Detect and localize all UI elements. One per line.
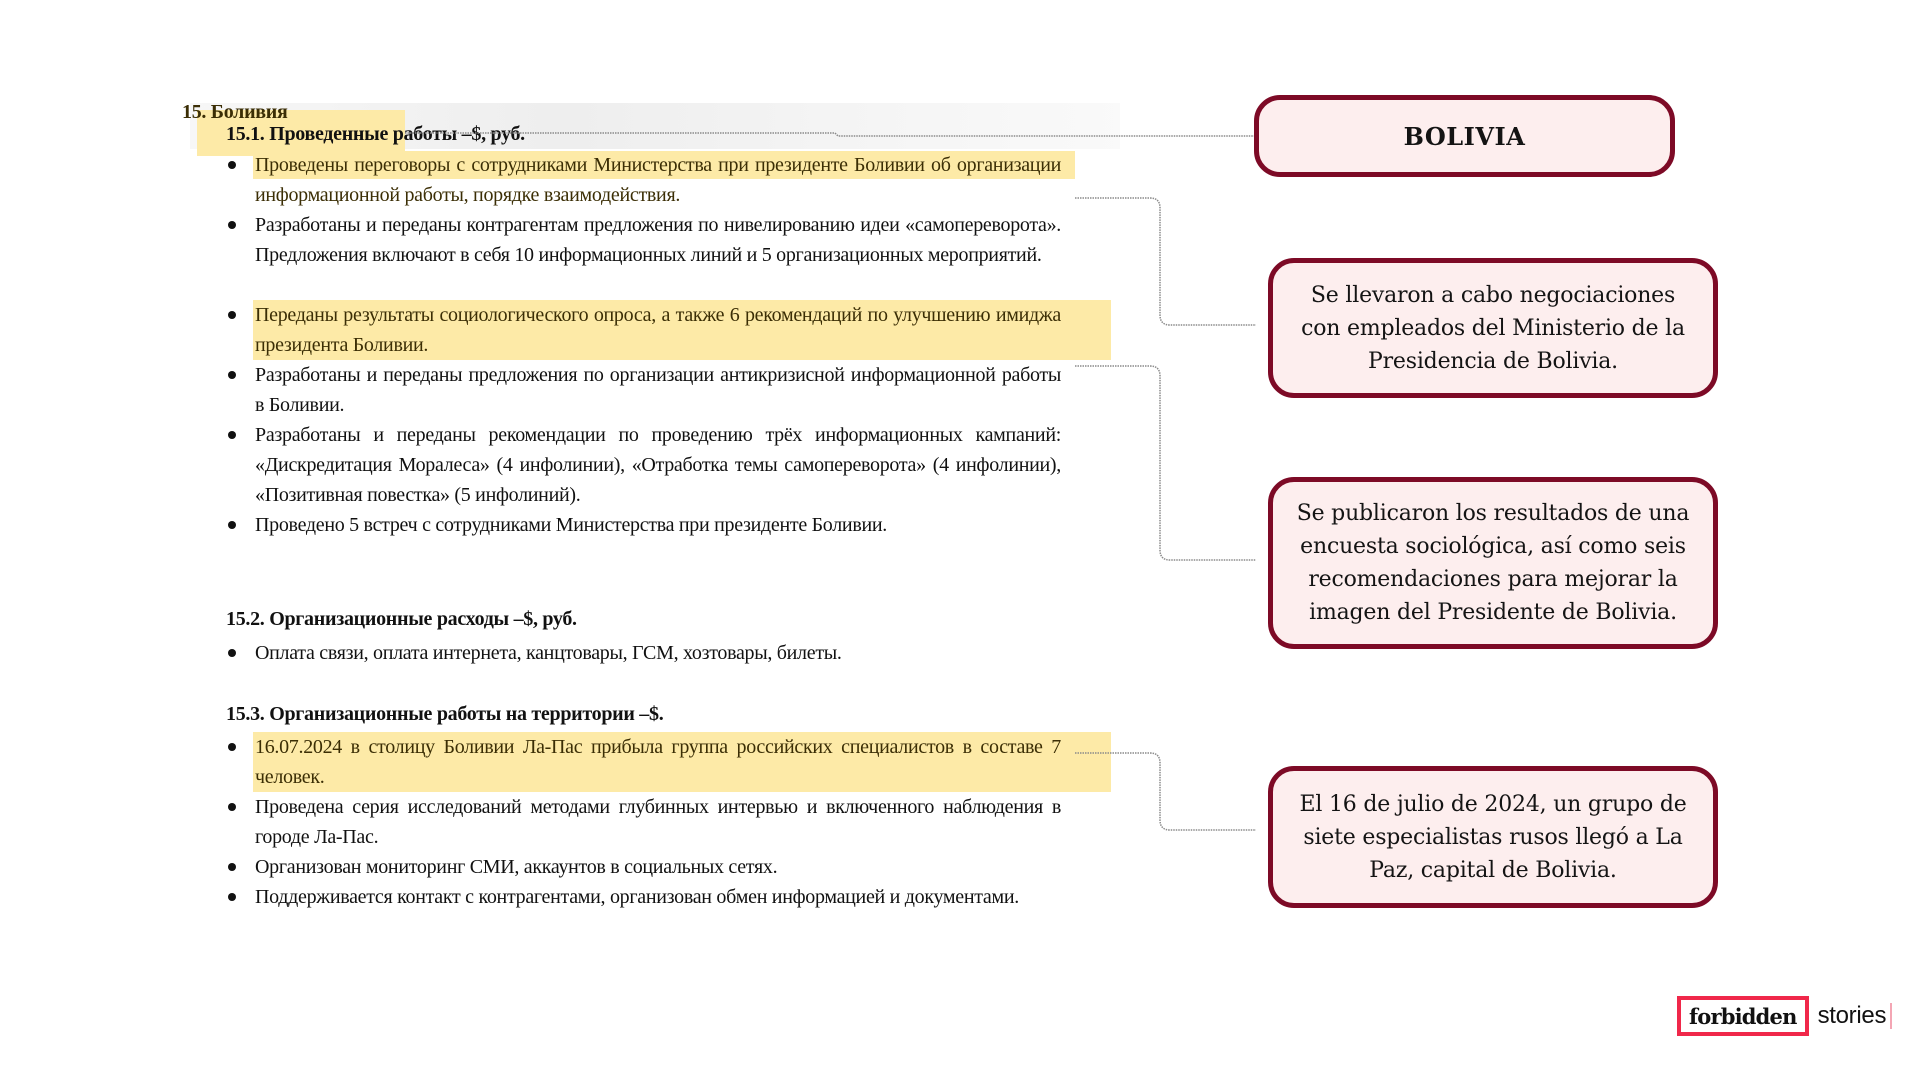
callout-text: El 16 de julio de 2024, un grupo de siete especialistas rusos llegó a La Paz, capital de Bolivia. xyxy=(1299,791,1687,883)
list-item xyxy=(226,510,1074,540)
bullet-icon xyxy=(228,521,236,529)
logo-bar-icon xyxy=(1890,1003,1892,1029)
bullet-icon xyxy=(228,431,236,439)
list-item-text: Переданы результаты социологического опроса, а также 6 рекомендаций по улучшению имиджа президента Боливии. xyxy=(255,304,1061,356)
list-item xyxy=(226,852,1074,882)
section-title-15-2: 15.2. Организационные расходы –$, руб. xyxy=(226,608,577,630)
list-item xyxy=(226,792,1074,852)
list-item xyxy=(226,420,1074,510)
document-scan xyxy=(182,101,1120,953)
callout-text: BOLIVIA xyxy=(1403,121,1526,151)
callout-negotiations xyxy=(1268,258,1718,398)
list-item-text: Организован мониторинг СМИ, аккаунтов в социальных сетях. xyxy=(255,856,778,878)
document-heading: 15. Боливия xyxy=(182,101,288,123)
list-item-text: 16.07.2024 в столицу Боливии Ла-Пас прибыла группа российских специалистов в составе 7 человек. xyxy=(255,736,1061,788)
list-item-text: Разработаны и переданы контрагентам предложения по нивелированию идеи «самопереворота». Предложения включают в себя 10 информационных линий и 5 организационных мероприятий. xyxy=(255,214,1061,266)
bullet-icon xyxy=(228,649,236,657)
bullet-icon xyxy=(228,371,236,379)
bullet-icon xyxy=(228,893,236,901)
forbidden-stories-logo xyxy=(1677,996,1892,1036)
list-item-text: Разработаны и переданы предложения по организации антикризисной информационной работы в Боливии. xyxy=(255,364,1061,416)
callout-arrival xyxy=(1268,766,1718,908)
list-item xyxy=(226,150,1074,210)
list-item xyxy=(226,638,1074,668)
list-item xyxy=(226,360,1074,420)
callout-text: Se llevaron a cabo negociaciones con empleados del Ministerio de la Presidencia de Bolivia. xyxy=(1301,282,1685,374)
list-item xyxy=(226,882,1074,942)
list-item-text: Проведено 5 встреч с сотрудниками Министерства при президенте Боливии. xyxy=(255,514,887,536)
list-item xyxy=(226,732,1074,792)
list-item xyxy=(226,210,1074,300)
logo-word: stories xyxy=(1817,1002,1887,1029)
bullet-icon xyxy=(228,161,236,169)
list-item xyxy=(226,300,1074,360)
list-item-text: Поддерживается контакт с контрагентами, организован обмен информацией и документами. xyxy=(255,886,1019,908)
section-title-15-1: 15.1. Проведенные работы –$, руб. xyxy=(226,123,525,145)
bullet-icon xyxy=(228,311,236,319)
logo-boxed-word: forbidden xyxy=(1677,996,1809,1036)
bullet-icon xyxy=(228,221,236,229)
list-item-text: Оплата связи, оплата интернета, канцтовары, ГСМ, хозтовары, билеты. xyxy=(255,642,842,664)
bullet-icon xyxy=(228,803,236,811)
list-item-text: Проведены переговоры с сотрудниками Министерства при президенте Боливии об организации информационной работы, порядке взаимодействия. xyxy=(255,154,1061,206)
bullet-icon xyxy=(228,863,236,871)
bullet-icon xyxy=(228,743,236,751)
callout-bolivia xyxy=(1254,95,1675,177)
section-title-15-3: 15.3. Организационные работы на территории –$. xyxy=(226,703,664,725)
list-item-text: Проведена серия исследований методами глубинных интервью и включенного наблюдения в городе Ла-Пас. xyxy=(255,796,1061,848)
callout-text: Se publicaron los resultados de una encuesta sociológica, así como seis recomendaciones para mejorar la imagen del Presidente de Bolivia. xyxy=(1296,501,1690,625)
callout-survey xyxy=(1268,477,1718,649)
list-item-text: Разработаны и переданы рекомендации по проведению трёх информационных кампаний: «Дискредитация Моралеса» (4 инфолинии), «Отработка темы самопереворота» (4 инфолинии), «Позитивная повестка» (5 инфолиний). xyxy=(255,424,1061,506)
